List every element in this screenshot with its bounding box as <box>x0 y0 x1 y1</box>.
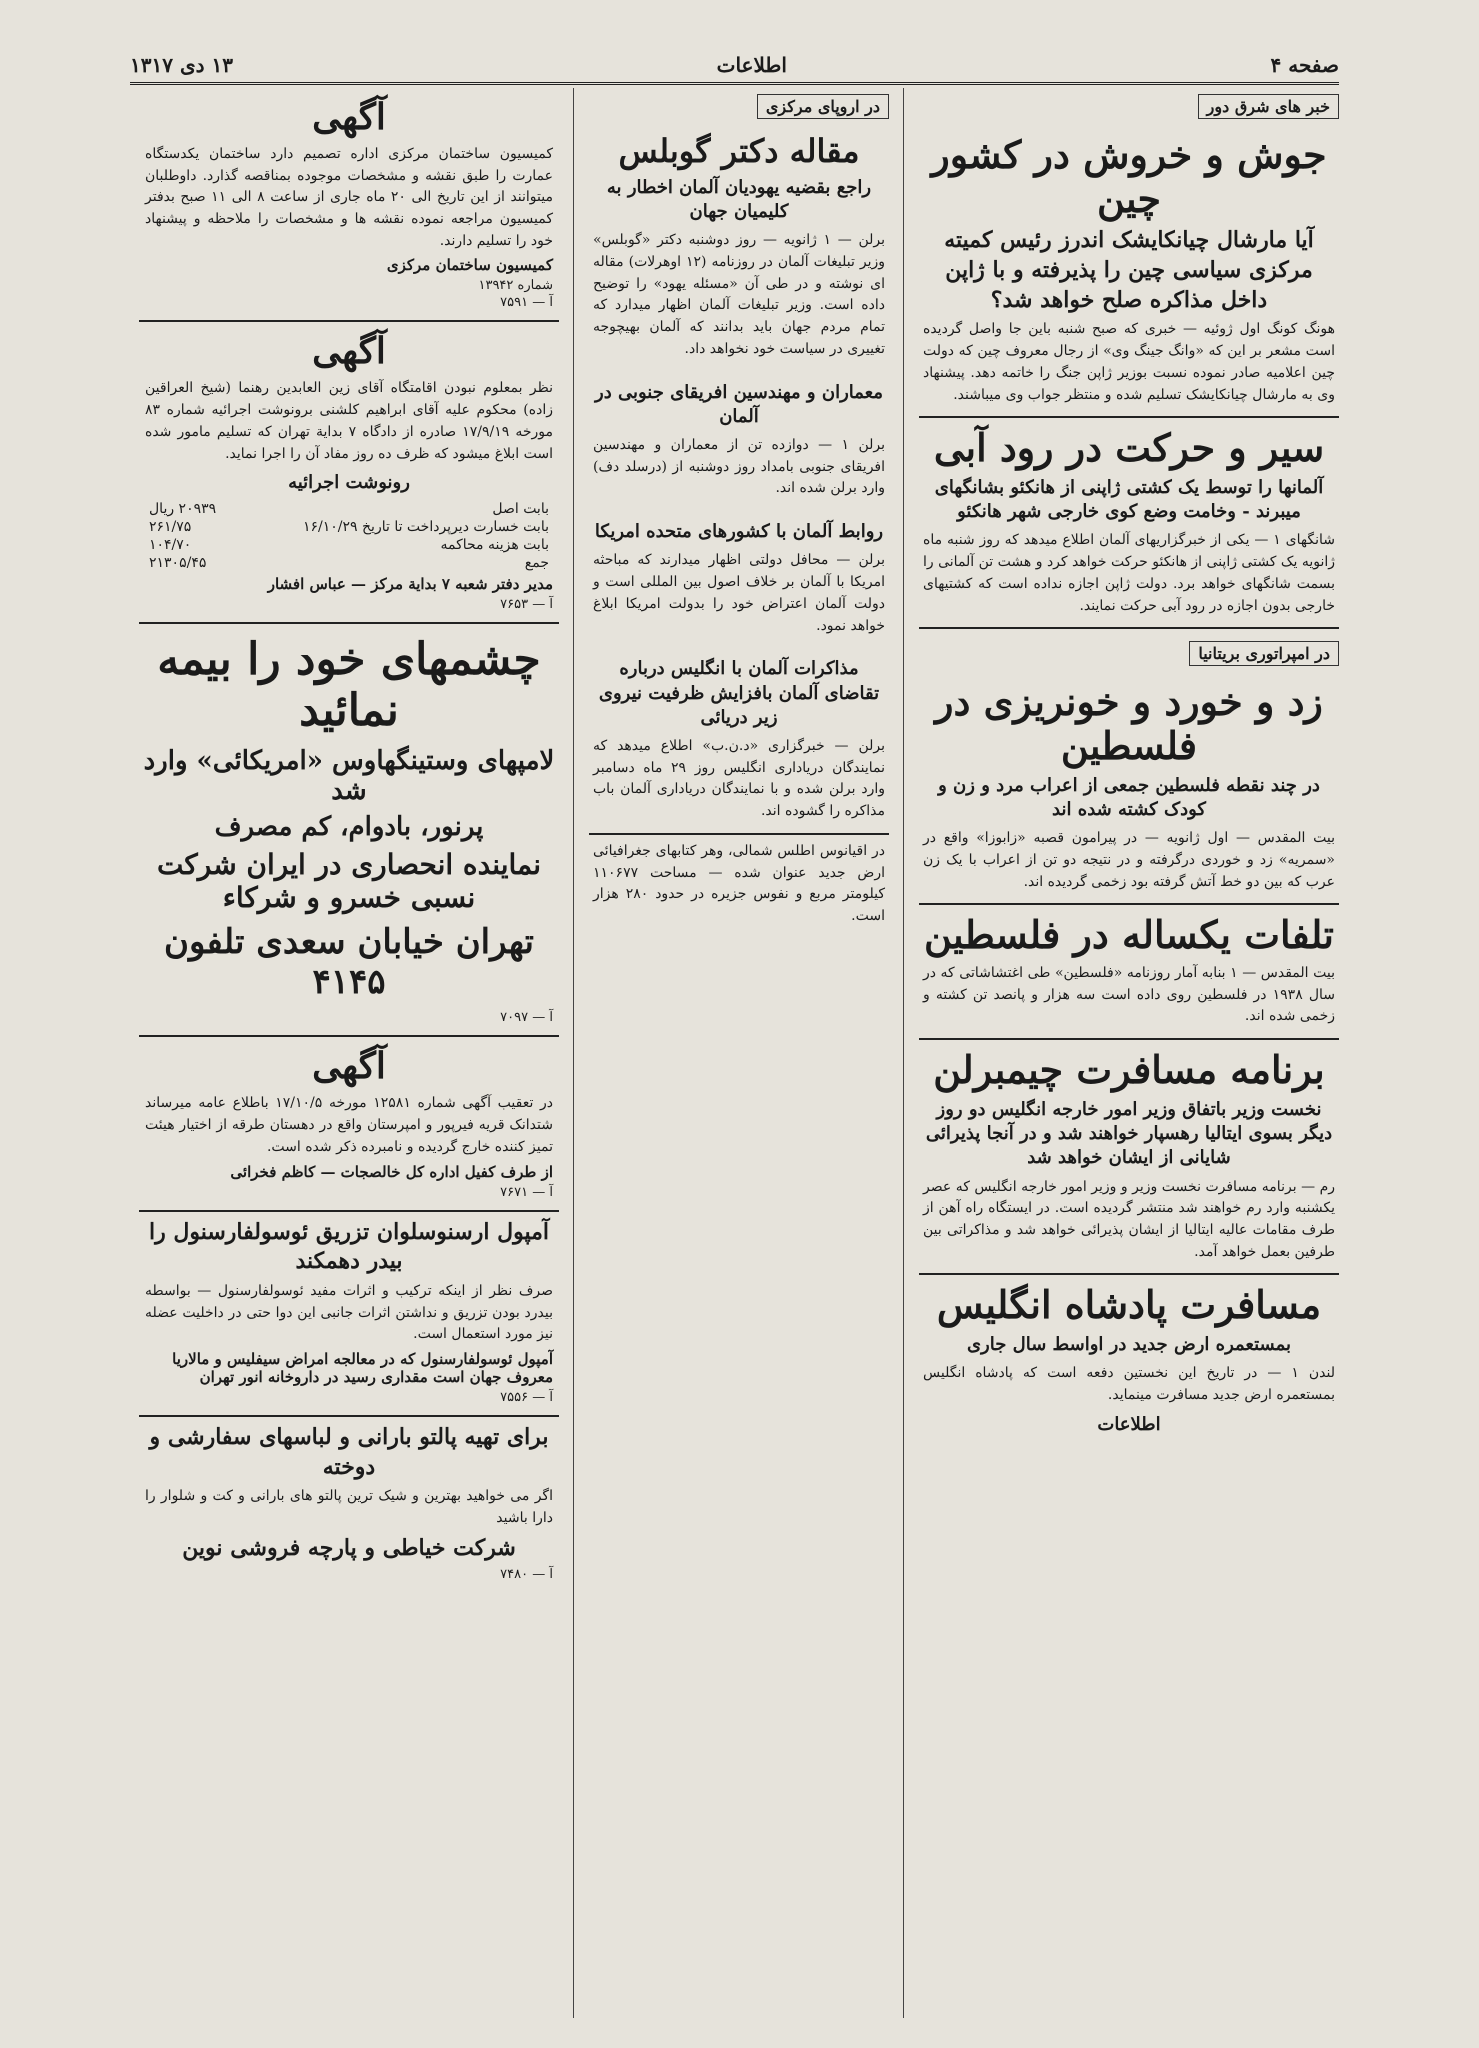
ad-line: پرنور، بادوام، کم مصرف <box>214 812 484 843</box>
masthead: اطلاعات <box>716 53 787 77</box>
ad-title: آگهی <box>312 96 386 138</box>
headline: مسافرت پادشاه انگلیس <box>936 1282 1322 1328</box>
article-body: برلن — محافل دولتی اظهار میدارند که مباحثه امریکا با آلمان بر خلاف اصول بین المللی است و دولت آلمان اعتراض خود را بدولت امریکا ابلاغ خواهد نمود. <box>593 552 885 634</box>
ad-ref: آ — ۷۶۷۱ <box>500 1184 553 1200</box>
issue-date: ۱۳ دی ۱۳۱۷ <box>130 53 233 77</box>
ad-body: آمپول ئوسولفارسنول که در معالجه امراض سیفلیس و مالاریا معروف جهان است مقداری رسید در داروخانه انور تهران <box>172 1349 553 1386</box>
ad-row: بابت اصل ۲۰۹۳۹ ریال <box>149 501 549 518</box>
headline: مذاکرات آلمان با انگلیس درباره تقاضای آلمان بافزایش ظرفیت نیروی زیر دریائی <box>598 658 880 728</box>
headline: مقاله دکتر گوبلس <box>618 132 860 170</box>
ad-title: آگهی <box>312 1045 386 1088</box>
divider <box>139 622 559 624</box>
ad-row: بابت خسارت دیرپرداخت تا تاریخ ۱۶/۱۰/۲۹ ۲۶۱/۷۵ <box>149 519 549 536</box>
page-header <box>130 48 1339 85</box>
ad-signature: از طرف کفیل اداره کل خالصجات — کاظم فخرائی <box>230 1162 553 1181</box>
article-body: برلن — ۱ ژانویه — روز دوشنبه دکتر «گوبلس» وزیر تبلیغات آلمان در روزنامه (۱۲ اوهرلات) مقاله ای نوشته و در طی آن «مسئله یهود» را توضیح داده است. وزیر تبلیغات آلمان اظهار میدارد که تمام مردم جهان باید بدانند که آلمان بهیچوجه تغییری در سیاست خود نخواهد داد. <box>593 232 885 357</box>
article-body: برلن — خبرگزاری «د.ن.ب» اطلاع میدهد که نمایندگان دریاداری انگلیس روز ۲۹ ماه دسامبر وارد برلن شده و با نمایندگان دریاداری آلمان باب مذاکره را گشوده اند. <box>593 738 886 820</box>
page-number: صفحه ۴ <box>1270 53 1339 77</box>
ad-body: صرف نظر از اینکه ترکیب و اثرات مفید ئوسولفارسنول — بواسطه بیدرد بودن تزریق و نداشتن اثرات جانبی این دوا حتی در داخلیت عضله نیز مورد استعمال است. <box>145 1282 553 1343</box>
column-far-east <box>919 88 1339 2018</box>
divider <box>139 1415 559 1417</box>
article-body: لندن ۱ — در تاریخ این نخستین دفعه است که پادشاه انگلیس بمستعمره ارض جدید مسافرت مینماید. <box>923 1365 1335 1403</box>
headline: جوش و خروش در کشور چین <box>931 132 1327 221</box>
ad-row: جمع ۲۱۳۰۵/۴۵ <box>149 555 549 572</box>
divider <box>589 833 889 835</box>
ad-row: بابت هزینه محاکمه ۱۰۴/۷۰ <box>149 537 549 554</box>
subheadline: بمستعمره ارض جدید در اواسط سال جاری <box>966 1334 1292 1356</box>
ad-phone: تهران خیابان سعدی تلفون ۴۱۴۵ <box>163 922 535 1003</box>
ad-headline: برای تهیه پالتو بارانی و لباسهای سفارشی و دوخته <box>149 1423 549 1480</box>
article-body: در اقیانوس اطلس شمالی، وهر کتابهای جغرافیائی ارض جدید عنوان شده — مساحت ۱۱۰۶۷۷ کیلومتر مربع و نفوس جزیره در حدود ۲۸۰ هزار است. <box>593 842 885 924</box>
ad-body: اگر می خواهید بهترین و شیک ترین پالتو های بارانی و کت و شلوار را دارا باشید <box>145 1488 553 1527</box>
article-body: بیت المقدس — ۱ بنابه آمار روزنامه «فلسطین» طی اغتشاشاتی که در سال ۱۹۳۸ در فلسطین روی داده است سه هزار و پانصد تن کشته و زخمی شده اند. <box>923 964 1336 1025</box>
ad-headline: چشمهای خود را بیمه نمائید <box>157 634 541 737</box>
divider <box>139 1035 559 1037</box>
ad-ref: آ — ۷۵۵۶ <box>500 1389 553 1405</box>
article-body: رم — برنامه مسافرت نخست وزیر و وزیر امور خارجه انگلیس که عصر یکشنبه وارد رم خواهند شد منتشر گردیده است. در ایستگاه راه آهن از طرف مقامات عالیه ایتالیا از ایشان پذیرائی خواهد شد و مذاکراتی بین طرفین بعمل خواهد آمد. <box>923 1178 1335 1260</box>
divider <box>139 320 559 322</box>
article-body: هونگ کونگ اول ژوئیه — خبری که صبح شنبه باین جا واصل گردیده است مشعر بر این که «وانگ جینگ وی» از رجال معروف چین که دولت چین اعلامیه صادر نموده نسبت بوزیر ژاپن جنگ را خاتمه دهد. پیشنهاد وی به مارشال چیانکایشک تسلیم شده و منتظر جواب وی میباشند. <box>923 321 1335 403</box>
subheadline: آلمانها را توسط یک کشتی ژاپنی از هانکئو بشانگهای میبرند - وخامت وضع کوی خارجی شهر هانکئو <box>934 476 1324 523</box>
column-central-europe <box>589 88 889 2018</box>
article-body: برلن ۱ — دوازده تن از معماران و مهندسین افریقای جنوبی بامداد روز دوشنبه از (درسلد دف) وارد برلن شده اند. <box>593 437 886 497</box>
ad-subtitle: رونوشت اجرائیه <box>288 472 410 494</box>
ad-ref: آ — ۷۰۹۷ <box>500 1010 553 1026</box>
section-kicker: در امپراتوری بریتانیا <box>1189 641 1339 666</box>
ad-body: در تعقیب آگهی شماره ۱۲۵۸۱ مورخه ۱۷/۱۰/۵ باطلاع عامه میرساند شتدانک قریه فیرپور و امپرستان واقع در دهستان طرقه از اختیار هیئت تمیز کننده خارج گردیده و نامبرده ذکر شده است. <box>145 1095 553 1155</box>
article-body: بیت المقدس — اول ژانویه — در پیرامون قصبه «زابوزا» واقع در «سمریه» زد و خوردی درگرفته و در نتیجه دو تن از اعراب با یک زن عرب که بین دو خط آتش گرفته بود زخمی گردیده اند. <box>923 830 1335 890</box>
signature: اطلاعات <box>1097 1413 1161 1435</box>
divider <box>919 1273 1339 1275</box>
column-rule <box>573 88 574 2018</box>
section-kicker: خبر های شرق دور <box>1198 94 1339 119</box>
headline: سیر و حرکت در رود آبی <box>933 425 1325 471</box>
headline: روابط آلمان با کشورهای متحده امریکا <box>594 521 884 543</box>
ad-body: کمیسیون ساختمان مرکزی اداره تصمیم دارد ساختمان یکدستگاه عمارت را طبق نقشه و مشخصات موجوده بمناقصه گذارد. داوطلبان میتوانند از این تاریخ الی ۲۰ ماه جاری از ساعت ۸ الی ۱۱ صبح بدفتر کمیسیون مراجعه نموده نقشه ها و مشخصات را ملاحظه و پیشنهاد خود را تسلیم دارند. <box>145 146 553 249</box>
subheadline: نخست وزیر باتفاق وزیر امور خارجه انگلیس دو روز دیگر بسوی ایتالیا رهسپار خواهند شد و در آنجا پذیرائی شایانی از ایشان خواهد شد <box>925 1098 1333 1169</box>
ad-signature: کمیسیون ساختمان مرکزی <box>386 256 553 275</box>
article-body: شانگهای ۱ — یکی از خبرگزاریهای آلمان اطلاع میدهد که روز شنبه ماه ژانویه یک کشتی ژاپنی از هانکئو حرکت خواهد کرد و هشت تن آلمانی را بسمت شانگهای خواهد برد. دولت ژاپن اجازه نداده است که کشتیهای خارجی بدون اجازه در رود آبی حرکت نمایند. <box>923 532 1335 614</box>
column-ads <box>139 88 559 2018</box>
ad-title: آگهی <box>312 330 386 373</box>
ad-ref: آ — ۷۶۵۳ <box>500 597 553 613</box>
ad-headline: آمپول ارسنوسلوان تزریق ئوسولفارسنول را بیدر دهمکند <box>148 1218 549 1275</box>
ad-line: لامپهای وستینگهاوس «امریکائی» وارد شد <box>143 746 555 807</box>
section-kicker: در اروپای مرکزی <box>757 94 889 119</box>
ad-ref: آ — ۷۵۹۱ <box>500 295 553 311</box>
subheadline: آیا مارشال چیانکایشک اندرز رئیس کمیته مرکزی سیاسی چین را پذیرفته و با ژاپن داخل مذاکره صلح خواهد شد؟ <box>944 227 1314 313</box>
subheadline: راجع بقضیه یهودیان آلمان اخطار به کلیمیان جهان <box>606 176 872 223</box>
ad-number: شماره ۱۳۹۴۲ <box>478 278 553 294</box>
subheadline: در چند نقطه فلسطین جمعی از اعراب مرد و زن و کودک کشته شده اند <box>938 774 1320 820</box>
divider <box>919 1038 1339 1040</box>
ad-ref: آ — ۷۴۸۰ <box>500 1567 553 1583</box>
divider <box>139 1210 559 1212</box>
headline: معماران و مهندسین افریقای جنوبی در آلمان <box>595 381 883 427</box>
ad-body: نظر بمعلوم نبودن اقامتگاه آقای زین العابدین رهنما (شیخ العراقین زاده) محکوم علیه آقای ابراهیم کلشنی برونوشت اجرائیه شماره ۸۳ مورخه ۱۷/۹/۱۹ صادره از دادگاه ۷ بداية تهران که تسلیم مامور شده است ابلاغ میشود که ظرف ده روز مفاد آن را اجرا نماید. <box>145 380 553 462</box>
headline: برنامه مسافرت چیمبرلن <box>933 1047 1325 1092</box>
headline: تلفات یکساله در فلسطین <box>924 912 1334 958</box>
ad-line: نماینده انحصاری در ایران شرکت نسبی خسرو و شرکاء <box>156 848 542 915</box>
divider <box>919 627 1339 629</box>
column-rule <box>903 88 904 2018</box>
ad-signature: مدیر دفتر شعبه ۷ بداية مرکز — عباس افشار <box>267 575 553 594</box>
divider <box>919 903 1339 905</box>
headline: زد و خورد و خونریزی در فلسطین <box>935 679 1323 768</box>
ad-signature: شرکت خیاطی و پارچه فروشی نوین <box>182 1534 516 1561</box>
divider <box>919 416 1339 418</box>
